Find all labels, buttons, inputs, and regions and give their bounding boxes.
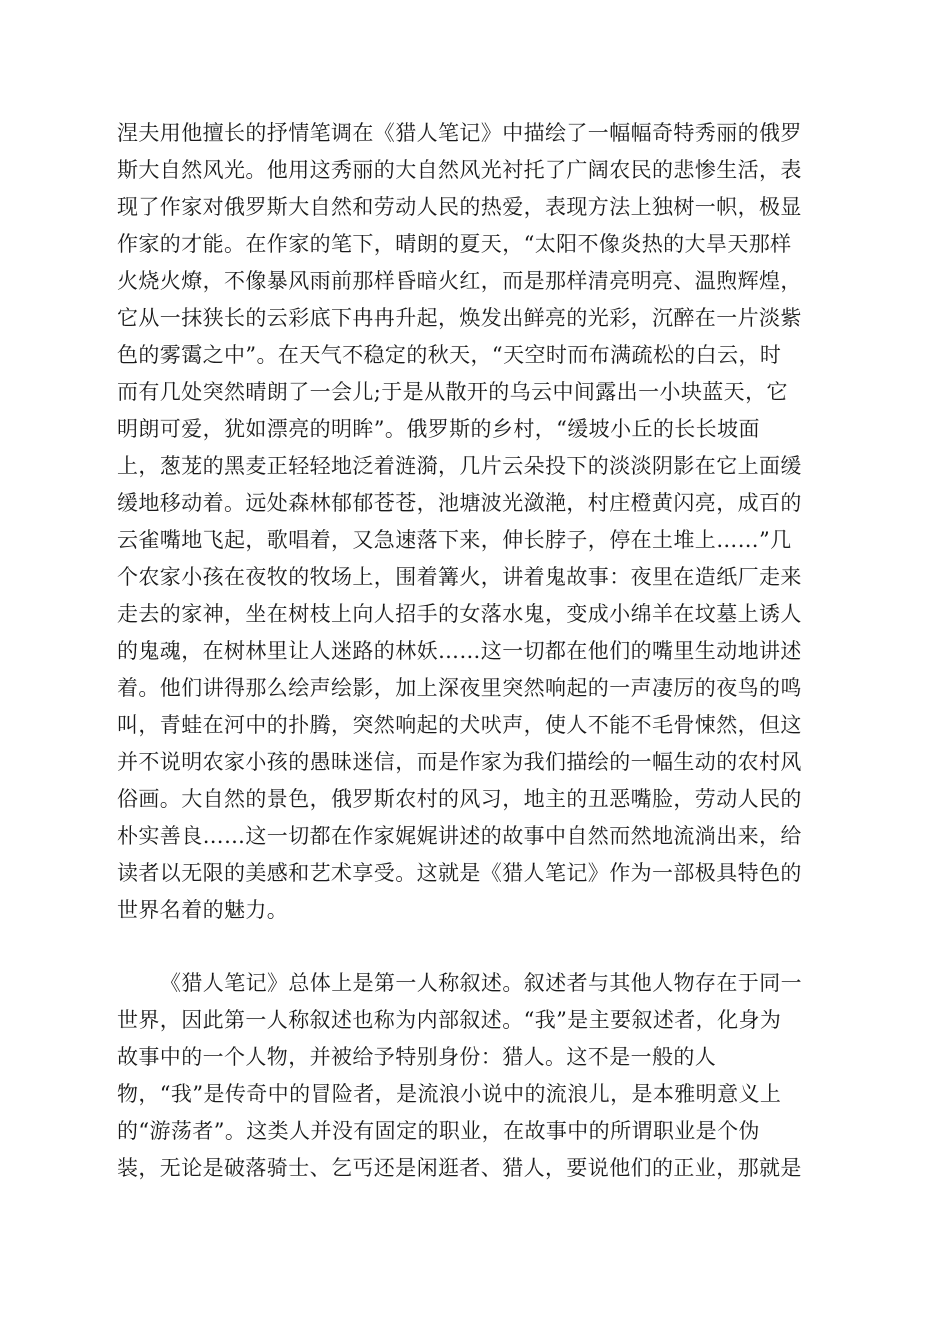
text-line: 《猎人笔记》总体上是第一人称叙述。叙述者与其他人物存在于同一 <box>160 971 802 995</box>
text-line: 的鬼魂，在树林里让人迷路的林妖……这一切都在他们的嘴里生动地讲述 <box>117 639 802 663</box>
text-line: 色的雾霭之中”。在天气不稳定的秋天，“天空时而布满疏松的白云，时 <box>117 343 782 367</box>
text-line: 故事中的一个人物，并被给予特别身份：猎人。这不是一般的人 <box>117 1045 717 1069</box>
text-line: 读者以无限的美感和艺术享受。这就是《猎人笔记》作为一部极具特色的 <box>117 861 802 885</box>
text-line: 云雀嘴地飞起，歌唱着，又急速落下来，伸长脖子，停在土堆上……”几 <box>117 528 792 552</box>
text-line: 世界名着的魅力。 <box>117 898 289 922</box>
text-line: 它从一抹狭长的云彩底下冉冉升起，焕发出鲜亮的光彩，沉醉在一片淡紫 <box>117 306 802 330</box>
text-line: 作家的才能。在作家的笔下，晴朗的夏天，“太阳不像炎热的大旱天那样 <box>117 232 792 256</box>
text-line: 的“游荡者”。这类人并没有固定的职业，在故事中的所谓职业是个伪 <box>117 1119 760 1143</box>
text-line: 物，“我”是传奇中的冒险者，是流浪小说中的流浪儿，是本雅明意义上 <box>117 1082 782 1106</box>
text-line: 明朗可爱，犹如漂亮的明眸”。俄罗斯的乡村，“缓坡小丘的长长坡面 <box>117 417 760 441</box>
text-line: 现了作家对俄罗斯大自然和劳动人民的热爱，表现方法上独树一帜，极显 <box>117 195 802 219</box>
text-line: 俗画。大自然的景色，俄罗斯农村的风习，地主的丑恶嘴脸，劳动人民的 <box>117 787 802 811</box>
text-line: 走去的家神，坐在树枝上向人招手的女落水鬼，变成小绵羊在坟墓上诱人 <box>117 602 802 626</box>
text-line: 涅夫用他擅长的抒情笔调在《猎人笔记》中描绘了一幅幅奇特秀丽的俄罗 <box>117 121 802 145</box>
text-line: 叫，青蛙在河中的扑腾，突然响起的犬吠声，使人不能不毛骨悚然，但这 <box>117 713 802 737</box>
text-line: 缓地移动着。远处森林郁郁苍苍，池塘波光潋滟，村庄橙黄闪亮，成百的 <box>117 491 802 515</box>
text-line: 火烧火燎，不像暴风雨前那样昏暗火红，而是那样清亮明亮、温煦辉煌， <box>117 269 802 293</box>
text-line: 上，葱茏的黑麦正轻轻地泛着涟漪，几片云朵投下的淡淡阴影在它上面缓 <box>117 454 802 478</box>
text-line: 斯大自然风光。他用这秀丽的大自然风光衬托了广阔农民的悲惨生活，表 <box>117 158 802 182</box>
text-line: 而有几处突然晴朗了一会儿;于是从散开的乌云中间露出一小块蓝天，它 <box>117 380 788 404</box>
text-line: 装，无论是破落骑士、乞丐还是闲逛者、猎人，要说他们的正业，那就是 <box>117 1156 802 1180</box>
text-line: 并不说明农家小孩的愚昧迷信，而是作家为我们描绘的一幅生动的农村风 <box>117 750 802 774</box>
text-line: 世界，因此第一人称叙述也称为内部叙述。“我”是主要叙述者，化身为 <box>117 1008 782 1032</box>
text-line: 个农家小孩在夜牧的牧场上，围着篝火，讲着鬼故事：夜里在造纸厂走来 <box>117 565 802 589</box>
text-line: 着。他们讲得那么绘声绘影，加上深夜里突然响起的一声凄厉的夜鸟的鸣 <box>117 676 802 700</box>
text-line: 朴实善良……这一切都在作家娓娓讲述的故事中自然而然地流淌出来，给 <box>117 824 802 848</box>
